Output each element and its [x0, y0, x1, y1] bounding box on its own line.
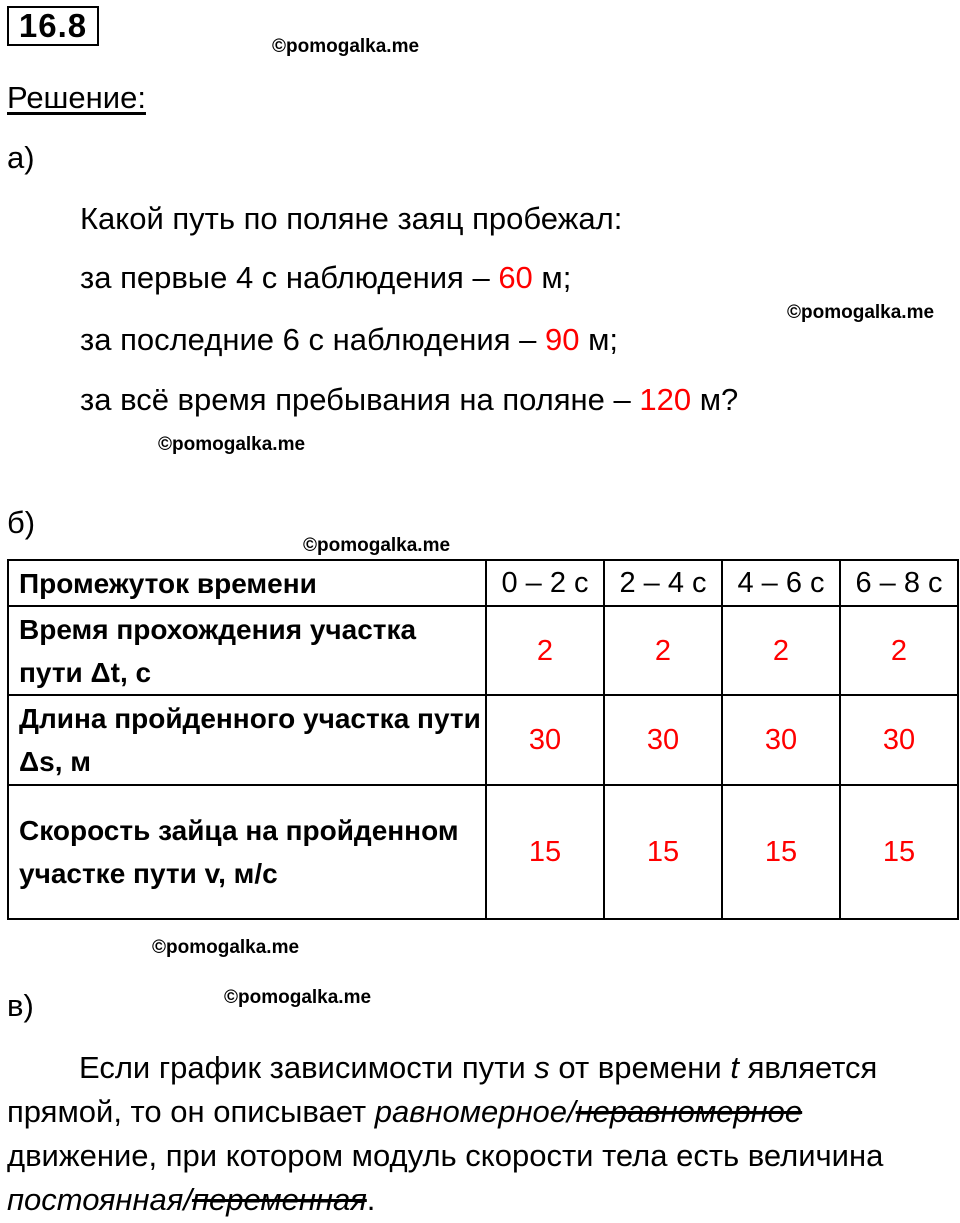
watermark: ©pomogalka.me: [272, 36, 420, 57]
paragraph-text: движение, при котором модуль скорости тела есть величина: [7, 1138, 884, 1173]
column-header: 6 – 8 с: [840, 560, 958, 606]
table-cell: 30: [486, 695, 604, 785]
table-cell: 2: [840, 606, 958, 695]
table-row: [8, 785, 958, 919]
line-text: за всё время пребывания на поляне –: [80, 382, 640, 417]
table-cell: 30: [722, 695, 840, 785]
part-a-line: [80, 382, 738, 418]
watermark: ©pomogalka.me: [152, 937, 300, 958]
speed-table: [7, 559, 959, 920]
answer-value: 120: [639, 382, 692, 417]
answer-value: 60: [498, 260, 533, 295]
part-b-label: б): [7, 505, 36, 540]
paragraph-text: от времени: [549, 1050, 731, 1085]
part-a-question: Какой путь по поляне заяц пробежал:: [80, 201, 623, 236]
paragraph-text: Если график зависимости пути: [79, 1050, 535, 1085]
part-c-paragraph: [7, 1046, 957, 1222]
answer-value: 90: [545, 322, 580, 357]
row-label: Время прохождения участка пути Δt, с: [8, 606, 486, 695]
struck-option: переменная: [191, 1182, 367, 1217]
table-cell: 30: [840, 695, 958, 785]
chosen-option: равномерное: [374, 1094, 567, 1129]
table-cell: 15: [722, 785, 840, 919]
table-cell: 2: [722, 606, 840, 695]
paragraph-text: является прямой, то он описывает: [7, 1050, 878, 1129]
line-unit: м?: [691, 382, 739, 417]
watermark: ©pomogalka.me: [158, 434, 306, 455]
task-number: 16.8: [7, 6, 99, 46]
table-cell: 15: [486, 785, 604, 919]
line-text: за последние 6 с наблюдения –: [80, 322, 545, 357]
watermark: ©pomogalka.me: [787, 302, 935, 323]
table-cell: 2: [604, 606, 722, 695]
part-a-line: [80, 260, 571, 296]
row-label: Скорость зайца на пройденном участке пути v, м/с: [8, 785, 486, 919]
column-header: 0 – 2 с: [486, 560, 604, 606]
line-unit: м;: [532, 260, 572, 295]
part-a-label: а): [7, 140, 35, 175]
column-header: 2 – 4 с: [604, 560, 722, 606]
part-c-label: в): [7, 988, 34, 1023]
paragraph-end: .: [366, 1182, 376, 1217]
line-unit: м;: [579, 322, 619, 357]
option-separator: /: [183, 1182, 192, 1217]
table-cell: 15: [840, 785, 958, 919]
row-label: Длина пройденного участка пути Δs, м: [8, 695, 486, 785]
part-a-line: [80, 322, 618, 358]
header-label: Промежуток времени: [8, 560, 486, 606]
table-row: [8, 695, 958, 785]
table-cell: 15: [604, 785, 722, 919]
option-separator: /: [567, 1094, 576, 1129]
table-row: [8, 606, 958, 695]
line-text: за первые 4 с наблюдения –: [80, 260, 499, 295]
struck-option: неравномерное: [575, 1094, 803, 1129]
watermark: ©pomogalka.me: [303, 535, 451, 556]
variable-s: s: [534, 1050, 550, 1085]
column-header: 4 – 6 с: [722, 560, 840, 606]
variable-t: t: [730, 1050, 739, 1085]
watermark: ©pomogalka.me: [224, 987, 372, 1008]
table-cell: 30: [604, 695, 722, 785]
solution-heading: Решение:: [7, 80, 146, 115]
table-cell: 2: [486, 606, 604, 695]
chosen-option: постоянная: [7, 1182, 184, 1217]
table-header-row: [8, 560, 958, 606]
